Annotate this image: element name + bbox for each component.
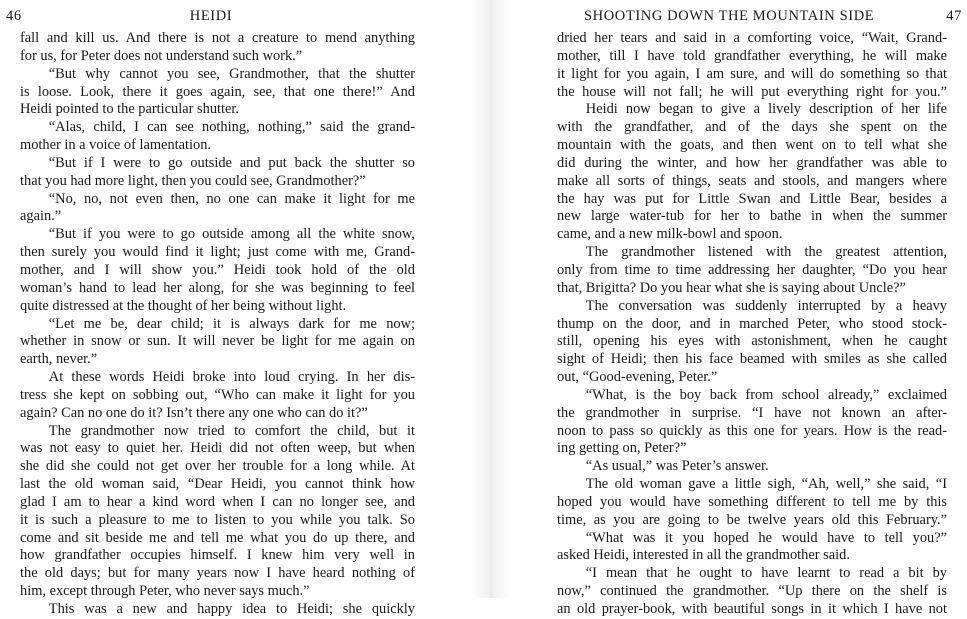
text-line: mother in a voice of lamentation. — [20, 137, 212, 154]
text-line: was not easy to quiet her. Heidi did not often weep, but when — [20, 440, 415, 457]
text-line: the old days; but for many years now I have heard nothing of — [20, 565, 415, 582]
text-line: come and sit beside me and tell me what you do up there, and — [20, 529, 415, 546]
text-line: did during the winter, and how her grandfather was able to — [557, 154, 947, 171]
text-line: ing getting on, Peter?” — [557, 440, 687, 457]
text-line: “What, is the boy back from school already,” exclaimed — [585, 386, 947, 403]
text-line: how grandfather occupies himself. I knew him very well in — [20, 547, 415, 564]
running-head: SHOOTING DOWN THE MOUNTAIN SIDE — [584, 8, 875, 24]
text-line: now,” continued the grandmother. “Up there on the shelf is — [557, 583, 947, 600]
text-line: for us, for Peter does not understand such work.” — [20, 47, 303, 64]
text-line: “But why cannot you see, Grandmother, that the shutter — [48, 65, 415, 82]
right-page-header — [584, 8, 962, 26]
text-line: “What was it you hoped he would have to tell you?” — [585, 529, 947, 546]
text-line: The conversation was suddenly interrupted by a heavy — [585, 297, 947, 314]
text-line: then surely you would find it light; just come with me, Grand- — [20, 244, 415, 261]
text-line: “But if I were to go outside and put back the shutter so — [48, 154, 415, 171]
text-line: woman’s hand to lead her along, for she was beginning to feel — [20, 279, 415, 296]
text-line: asked Heidi, interested in all the grandmother said. — [557, 547, 850, 564]
text-line: the hay was put for Little Swan and Little Bear, besides a — [557, 190, 947, 207]
text-line: earth, never.” — [20, 351, 98, 368]
text-line: it light for you again, I am sure, and will do something so that — [557, 65, 947, 82]
text-line: fall and kill us. And there is not a creature to mend anything — [20, 30, 415, 46]
text-line: new large water-tub for her to bathe in when the summer — [557, 208, 947, 225]
text-line: whether in snow or sun. It will never be light for me again on — [20, 333, 415, 350]
text-line: The old woman gave a little sigh, “Ah, well,” she said, “I — [585, 476, 947, 493]
text-line: the house will not fall; he will put everything right for you.” — [557, 83, 947, 100]
text-line: hoped you would have something different to tell me by this — [557, 493, 947, 510]
text-line: with the grandfather, and of the days she spent on the — [557, 119, 947, 136]
text-line: an old prayer-book, with beautiful songs in it which I have not — [557, 601, 947, 617]
text-line: that, Brigitta? Do you hear what she is saying about Uncle?” — [557, 279, 906, 296]
text-line: only from time to time addressing her daughter, “Do you hear — [557, 261, 947, 278]
left-page — [0, 0, 470, 617]
text-line: make all sorts of things, seats and stools, and mangers where — [557, 172, 947, 189]
text-line: “I mean that he ought to have learnt to read a bit by — [585, 565, 947, 582]
text-line: again.” — [20, 208, 62, 225]
text-line: “Let me be, dear child; it is always dark for me now; — [48, 315, 415, 332]
text-line: glad I am to hear a kind word when I can no longer see, and — [20, 493, 415, 510]
text-line: mother, and I will show you.” Heidi took hold of the old — [20, 261, 415, 278]
text-line: time, as you are going to be twelve years old this February.” — [557, 511, 947, 528]
text-line: This was a new and happy idea to Heidi; she quickly — [48, 601, 415, 617]
text-line: “But if you were to go outside among all the white snow, — [48, 226, 415, 243]
text-line: quite distressed at the thought of her being without light. — [20, 297, 347, 314]
text-line: “No, no, not even then, no one can make it light for me — [48, 190, 415, 207]
left-page-body — [20, 30, 415, 619]
text-line: came, and a new milk-bowl and spoon. — [557, 226, 783, 243]
text-line: is loose. Look, there it goes again, see, that one there!” And — [20, 83, 415, 100]
text-line: dried her tears and said in a comforting voice, “Wait, Grand- — [557, 30, 947, 46]
text-line: the grandmother in surprise. “I have not known an after- — [557, 404, 947, 421]
text-line: Heidi now began to give a lively description of her life — [585, 101, 947, 118]
text-line: The grandmother listened with the greatest attention, — [585, 244, 947, 261]
text-line: out, “Good-evening, Peter.” — [557, 369, 718, 386]
book-gutter — [470, 0, 512, 598]
text-line: Heidi pointed to the particular shutter. — [20, 101, 239, 118]
text-line: “As usual,” was Peter’s answer. — [585, 458, 769, 475]
text-line: thump on the door, and in marched Peter, who stood stock- — [557, 315, 947, 332]
page-number: 47 — [946, 8, 962, 24]
right-page — [512, 0, 967, 617]
text-line: him, except through Peter, who never says much.” — [20, 583, 310, 600]
left-page-header — [6, 8, 416, 26]
text-line: mother, till I have told grandfather everything, he will make — [557, 47, 947, 64]
text-line: still, opening his eyes with astonishment, when he caught — [557, 333, 947, 350]
text-line: sight of Heidi; then his face beamed with smiles as she called — [557, 351, 947, 368]
text-line: again? Can no one do it? Isn’t there any one who can do it?” — [20, 404, 368, 421]
text-line: mountain with the goats, and then went on to tell what she — [557, 137, 947, 154]
text-line: it is such a pleasure to me to listen to you while you talk. So — [20, 511, 415, 528]
text-line: tress she kept on sobbing out, “Who can make it light for you — [20, 386, 415, 403]
text-line: The grandmother now tried to comfort the child, but it — [48, 422, 415, 439]
page-number: 46 — [6, 8, 22, 24]
text-line: that you had more light, then you could see, Grandmother?” — [20, 172, 366, 189]
text-line: noon to pass so quickly as this one for years. How is the read- — [557, 422, 947, 439]
text-line: she did she could not get over her trouble for a long while. At — [20, 458, 415, 475]
text-line: “Alas, child, I can see nothing, nothing,” said the grand- — [48, 119, 415, 136]
text-line: At these words Heidi broke into loud crying. In her dis- — [48, 369, 415, 386]
right-page-body — [557, 30, 947, 619]
running-head: HEIDI — [189, 8, 233, 24]
text-line: last the old woman said, “Dear Heidi, you cannot think how — [20, 476, 415, 493]
